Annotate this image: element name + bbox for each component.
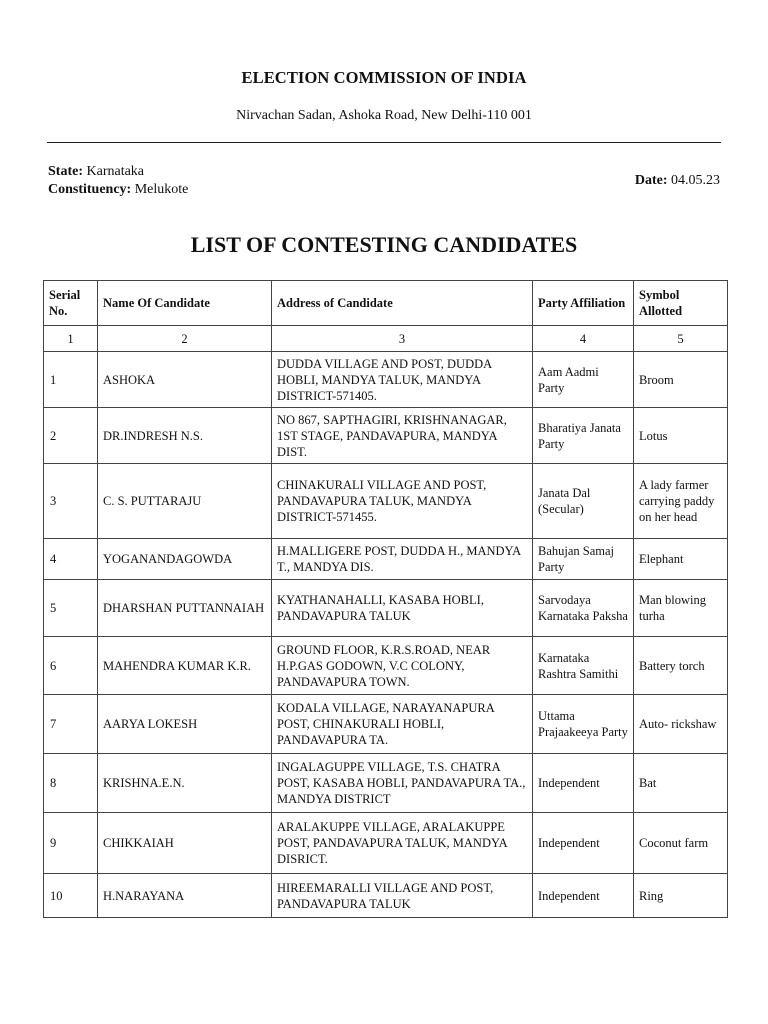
column-header-address: Address of Candidate (272, 281, 533, 326)
cell-symbol: Auto- rickshaw (634, 695, 728, 754)
header-divider (47, 142, 721, 143)
cell-serial: 1 (44, 352, 98, 408)
cell-address: CHINAKURALI VILLAGE AND POST, PANDAVAPURA TALUK, MANDYA DISTRICT-571455. (272, 464, 533, 539)
table-row (44, 408, 728, 464)
cell-serial: 6 (44, 637, 98, 695)
state-label: State: (48, 164, 83, 179)
cell-party: Bahujan Samaj Party (533, 539, 634, 580)
cell-address: INGALAGUPPE VILLAGE, T.S. CHATRA POST, KASABA HOBLI, PANDAVAPURA TA., MANDYA DISTRICT (272, 754, 533, 813)
cell-party: Bharatiya Janata Party (533, 408, 634, 464)
cell-party: Independent (533, 813, 634, 874)
cell-serial: 5 (44, 580, 98, 637)
table-row (44, 874, 728, 918)
column-header-party: Party Affiliation (533, 281, 634, 326)
cell-name: DR.INDRESH N.S. (98, 408, 272, 464)
column-number: 3 (272, 326, 533, 352)
cell-symbol: Ring (634, 874, 728, 918)
cell-party: Karnataka Rashtra Samithi (533, 637, 634, 695)
table-row (44, 754, 728, 813)
cell-address: GROUND FLOOR, K.R.S.ROAD, NEAR H.P.GAS GODOWN, V.C COLONY, PANDAVAPURA TOWN. (272, 637, 533, 695)
cell-party: Janata Dal (Secular) (533, 464, 634, 539)
cell-symbol: Elephant (634, 539, 728, 580)
cell-symbol: Bat (634, 754, 728, 813)
cell-symbol: Coconut farm (634, 813, 728, 874)
table-row (44, 352, 728, 408)
column-header-serial: Serial No. (44, 281, 98, 326)
cell-serial: 3 (44, 464, 98, 539)
meta-block (48, 163, 188, 199)
cell-symbol: Broom (634, 352, 728, 408)
table-row (44, 695, 728, 754)
cell-party: Aam Aadmi Party (533, 352, 634, 408)
cell-address: KYATHANAHALLI, KASABA HOBLI, PANDAVAPURA TALUK (272, 580, 533, 637)
cell-name: AARYA LOKESH (98, 695, 272, 754)
cell-symbol: A lady farmer carrying paddy on her head (634, 464, 728, 539)
date-label: Date: (634, 173, 668, 188)
table-row (44, 813, 728, 874)
column-number: 2 (98, 326, 272, 352)
cell-name: CHIKKAIAH (98, 813, 272, 874)
constituency-value: Melukote (134, 182, 189, 197)
cell-serial: 7 (44, 695, 98, 754)
cell-address: KODALA VILLAGE, NARAYANAPURA POST, CHINAKURALI HOBLI, PANDAVAPURA TA. (272, 695, 533, 754)
cell-name: MAHENDRA KUMAR K.R. (98, 637, 272, 695)
cell-name: ASHOKA (98, 352, 272, 408)
table-row (44, 637, 728, 695)
cell-party: Independent (533, 874, 634, 918)
column-number-row (44, 326, 728, 352)
column-header-name: Name Of Candidate (98, 281, 272, 326)
cell-name: KRISHNA.E.N. (98, 754, 272, 813)
page-title: LIST OF CONTESTING CANDIDATES (190, 232, 578, 257)
cell-address: H.MALLIGERE POST, DUDDA H., MANDYA T., MANDYA DIS. (272, 539, 533, 580)
table-row (44, 464, 728, 539)
cell-symbol: Lotus (634, 408, 728, 464)
date-value: 04.05.23 (671, 173, 720, 188)
cell-address: NO 867, SAPTHAGIRI, KRISHNANAGAR, 1ST STAGE, PANDAVAPURA, MANDYA DIST. (272, 408, 533, 464)
table-row (44, 580, 728, 637)
organization-address: Nirvachan Sadan, Ashoka Road, New Delhi-110 001 (236, 108, 532, 123)
organization-title: ELECTION COMMISSION OF INDIA (241, 68, 527, 87)
cell-symbol: Battery torch (634, 637, 728, 695)
cell-party: Sarvodaya Karnataka Paksha (533, 580, 634, 637)
cell-name: C. S. PUTTARAJU (98, 464, 272, 539)
state-line (48, 163, 188, 181)
constituency-label: Constituency: (48, 182, 132, 197)
cell-serial: 10 (44, 874, 98, 918)
cell-address: HIREEMARALLI VILLAGE AND POST, PANDAVAPURA TALUK (272, 874, 533, 918)
column-number: 5 (634, 326, 728, 352)
cell-name: DHARSHAN PUTTANNAIAH (98, 580, 272, 637)
cell-serial: 4 (44, 539, 98, 580)
column-number: 1 (44, 326, 98, 352)
cell-party: Uttama Prajaakeeya Party (533, 695, 634, 754)
constituency-line (48, 181, 188, 199)
column-number: 4 (533, 326, 634, 352)
date-line (635, 172, 720, 190)
candidates-table (43, 280, 728, 918)
state-value: Karnataka (86, 164, 145, 179)
cell-address: ARALAKUPPE VILLAGE, ARALAKUPPE POST, PANDAVAPURA TALUK, MANDYA DISRICT. (272, 813, 533, 874)
cell-party: Independent (533, 754, 634, 813)
table-header-row (44, 281, 728, 326)
table-row (44, 539, 728, 580)
cell-serial: 9 (44, 813, 98, 874)
cell-address: DUDDA VILLAGE AND POST, DUDDA HOBLI, MANDYA TALUK, MANDYA DISTRICT-571405. (272, 352, 533, 408)
cell-symbol: Man blowing turha (634, 580, 728, 637)
column-header-symbol: Symbol Allotted (634, 281, 728, 326)
cell-name: H.NARAYANA (98, 874, 272, 918)
cell-name: YOGANANDAGOWDA (98, 539, 272, 580)
cell-serial: 2 (44, 408, 98, 464)
cell-serial: 8 (44, 754, 98, 813)
